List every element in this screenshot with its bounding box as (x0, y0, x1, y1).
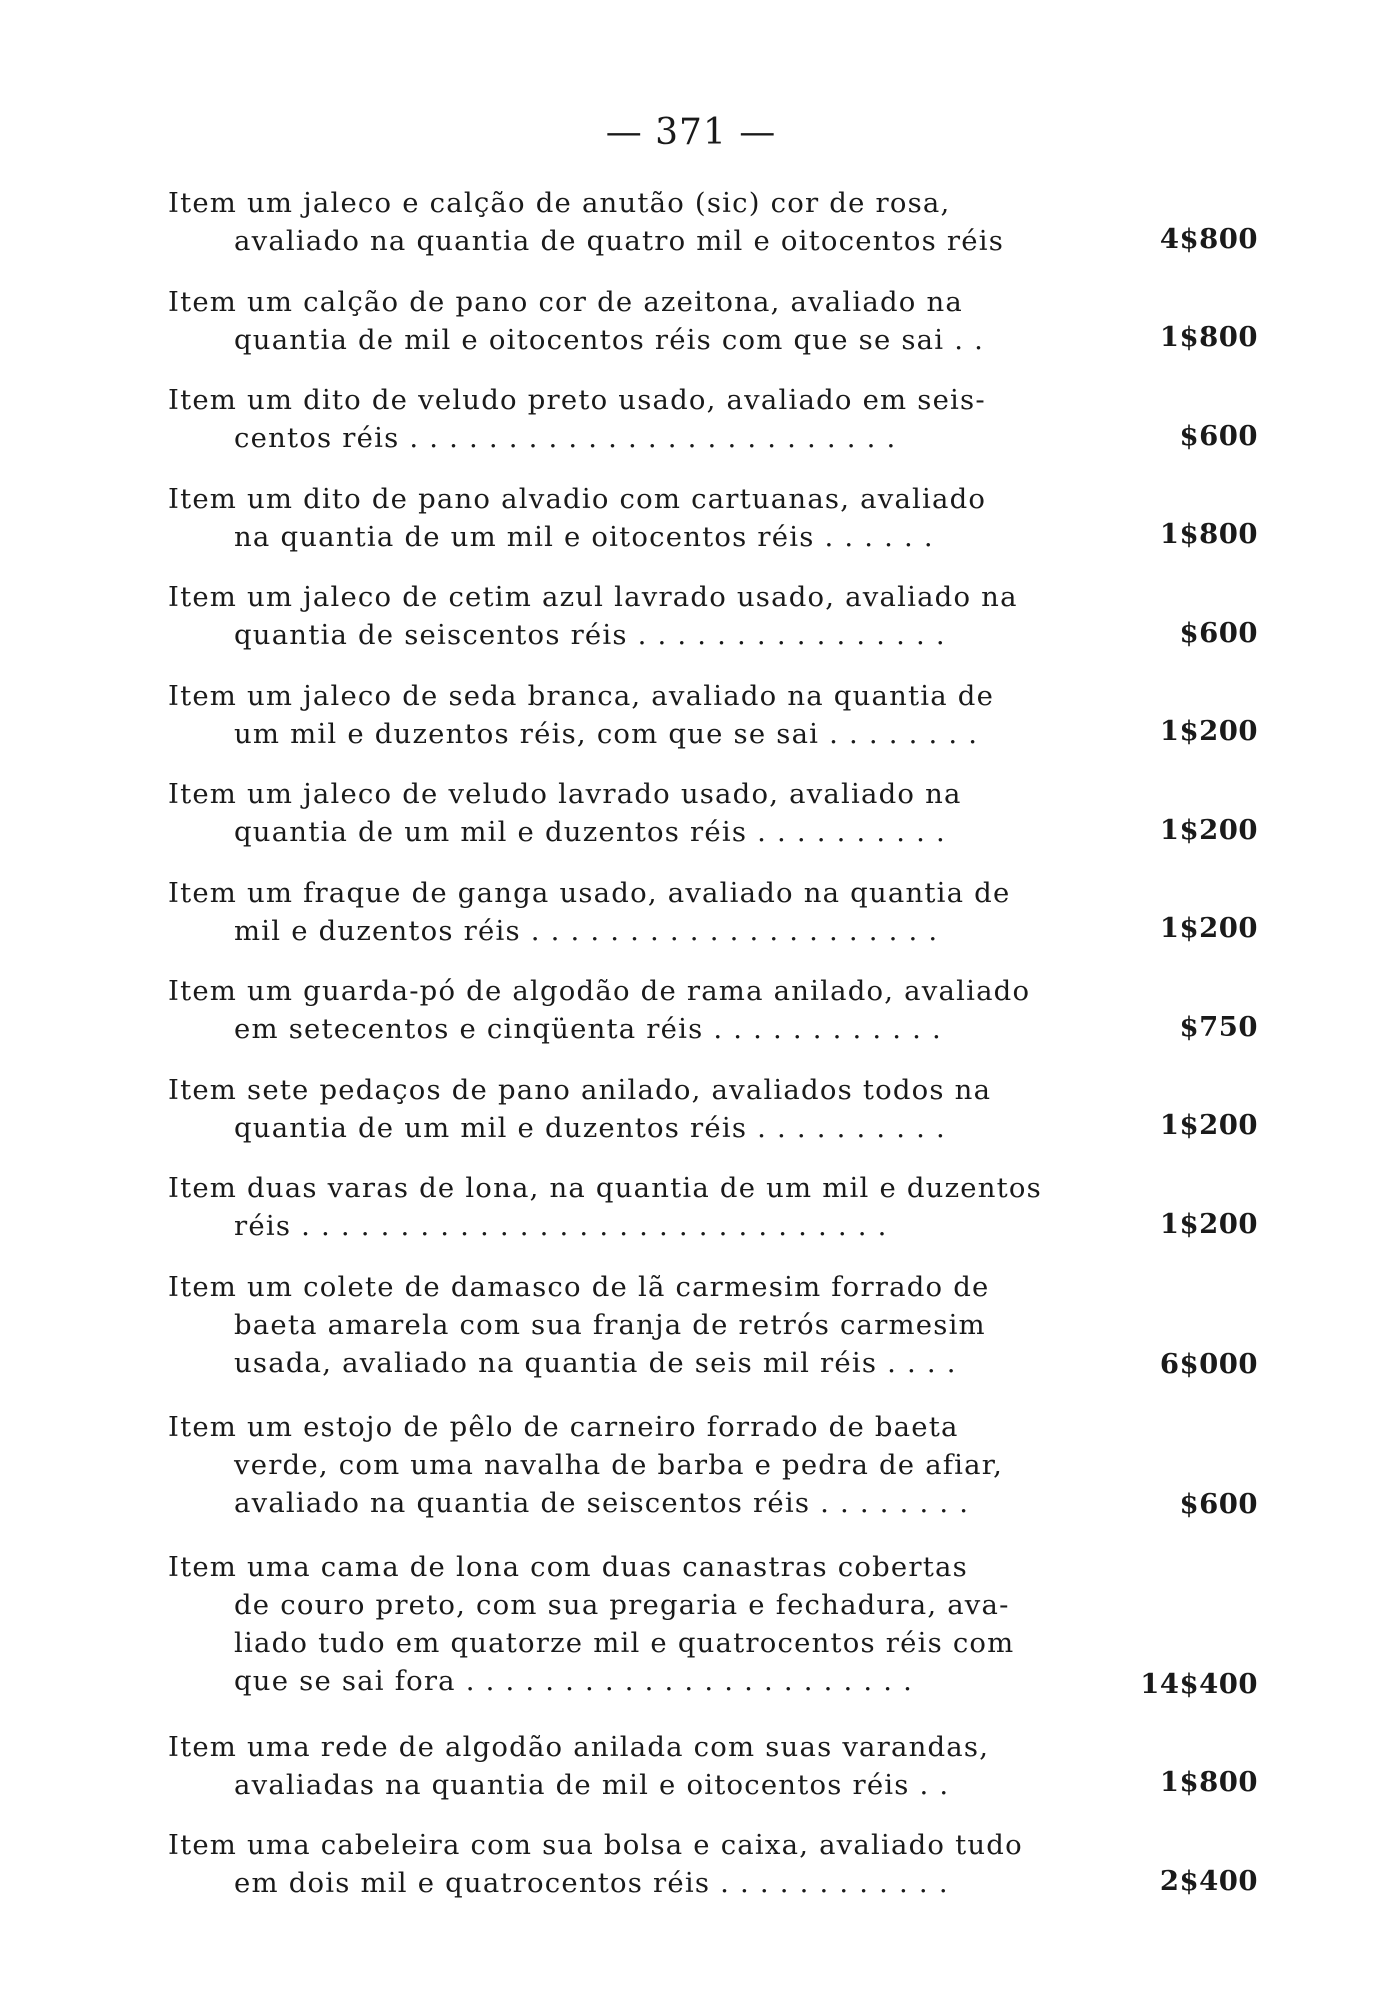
item-line: centos réis . . . . . . . . . . . . . . . . . . . . . . . . . (234, 422, 897, 454)
item-price: 1$200 (1159, 1109, 1258, 1141)
item-line: quantia de seiscentos réis . . . . . . . . . . . . . . . . (234, 619, 946, 651)
item-line: quantia de um mil e duzentos réis . . . . . . . . . . (234, 816, 946, 848)
item-line: Item um jaleco de veludo lavrado usado, avaliado na (168, 778, 962, 810)
item-line: um mil e duzentos réis, com que se sai . . . . . . . . (234, 717, 979, 750)
item-line: liado tudo em quatorze mil e quatrocentos réis com (234, 1626, 1015, 1659)
item-description (168, 1169, 1078, 1245)
list-item (168, 1826, 1258, 1925)
item-description (168, 874, 1078, 950)
item-description (168, 283, 1078, 359)
item-line: baeta amarela com sua franja de retrós carmesim (234, 1308, 986, 1341)
item-line: Item duas varas de lona, na quantia de um mil e duzentos (168, 1172, 1042, 1204)
list-item (168, 1548, 1258, 1728)
item-line: réis . . . . . . . . . . . . . . . . . . . . . . . . . . . . . . (234, 1210, 888, 1242)
item-price: 1$200 (1159, 813, 1258, 846)
item-price: 1$200 (1159, 715, 1258, 747)
item-description (168, 1071, 1078, 1147)
item-description (168, 1728, 1078, 1804)
item-line: Item um jaleco de cetim azul lavrado usado, avaliado na (168, 581, 1018, 613)
item-price: 4$800 (1159, 222, 1258, 255)
list-item (168, 578, 1258, 677)
list-item (168, 677, 1258, 776)
item-line: Item sete pedaços de pano anilado, avaliados todos na (168, 1073, 992, 1106)
item-line: quantia de um mil e duzentos réis . . . . . . . . . . (234, 1111, 946, 1144)
item-price: $750 (1179, 1010, 1258, 1043)
item-price: $600 (1179, 419, 1258, 452)
item-line: Item um jaleco e calção de anutão (sic) cor de rosa, (168, 187, 951, 219)
item-description (168, 1408, 1078, 1522)
item-line: Item um dito de veludo preto usado, avaliado em seis- (168, 384, 986, 416)
item-line: de couro preto, com sua pregaria e fechadura, ava- (234, 1588, 1010, 1621)
list-item (168, 381, 1258, 480)
item-line: avaliado na quantia de quatro mil e oitocentos réis (234, 225, 1005, 257)
list-item (168, 874, 1258, 973)
page-number: — 371 — (605, 112, 777, 153)
item-line: avaliadas na quantia de mil e oitocentos réis . . (234, 1768, 950, 1801)
item-line: Item um colete de damasco de lã carmesim forrado de (168, 1270, 990, 1303)
item-description (168, 972, 1078, 1048)
item-price: 1$200 (1159, 1207, 1258, 1240)
item-description (168, 775, 1078, 851)
item-line: mil e duzentos réis . . . . . . . . . . . . . . . . . . . . . (234, 914, 939, 947)
item-price: 1$800 (1159, 321, 1258, 353)
item-price: 6$000 (1159, 1347, 1258, 1380)
item-line: na quantia de um mil e oitocentos réis . . . . . . (234, 520, 934, 553)
item-line: avaliado na quantia de seiscentos réis . . . . . . . . (234, 1486, 970, 1519)
item-line: em dois mil e quatrocentos réis . . . . . . . . . . . . (234, 1867, 949, 1899)
item-line: usada, avaliado na quantia de seis mil réis . . . . (234, 1346, 957, 1379)
item-price: 1$200 (1159, 912, 1258, 944)
item-line: Item um estojo de pêlo de carneiro forrado de baeta (168, 1410, 959, 1443)
item-price: 1$800 (1159, 1766, 1258, 1798)
item-price: $600 (1179, 616, 1258, 649)
item-description (168, 381, 1078, 457)
item-line: Item um fraque de ganga usado, avaliado na quantia de (168, 876, 1011, 909)
item-price: 2$400 (1159, 1864, 1258, 1897)
item-description (168, 1548, 1078, 1700)
list-item (168, 184, 1258, 283)
list-item (168, 972, 1258, 1071)
item-line: Item um jaleco de seda branca, avaliado na quantia de (168, 679, 995, 712)
list-item (168, 1408, 1258, 1548)
item-description (168, 677, 1078, 753)
item-line: Item um guarda-pó de algodão de rama anilado, avaliado (168, 975, 1031, 1007)
item-line: quantia de mil e oitocentos réis com que se sai . . (234, 323, 985, 356)
list-item (168, 775, 1258, 874)
item-line: Item uma cama de lona com duas canastras cobertas (168, 1550, 968, 1583)
list-item (168, 1728, 1258, 1827)
item-line: Item uma cabeleira com sua bolsa e caixa, avaliado tudo (168, 1829, 1023, 1861)
inventory-list (168, 184, 1258, 1925)
item-description (168, 480, 1078, 556)
item-price: $600 (1179, 1487, 1258, 1520)
item-description (168, 1268, 1078, 1382)
item-line: Item uma rede de algodão anilada com suas varandas, (168, 1730, 990, 1763)
item-line: verde, com uma navalha de barba e pedra de afiar, (234, 1448, 1004, 1481)
item-price: 1$800 (1159, 518, 1258, 550)
item-line: Item um dito de pano alvadio com cartuanas, avaliado (168, 482, 987, 515)
item-line: que se sai fora . . . . . . . . . . . . . . . . . . . . . . . (234, 1664, 914, 1697)
item-price: 14$400 (1140, 1667, 1258, 1700)
item-description (168, 1826, 1078, 1902)
list-item (168, 480, 1258, 579)
list-item (168, 283, 1258, 382)
item-line: em setecentos e cinqüenta réis . . . . . . . . . . . . (234, 1013, 942, 1045)
list-item (168, 1169, 1258, 1268)
item-description (168, 578, 1078, 654)
item-description (168, 184, 1078, 260)
list-item (168, 1071, 1258, 1170)
item-line: Item um calção de pano cor de azeitona, avaliado na (168, 285, 963, 318)
list-item (168, 1268, 1258, 1408)
